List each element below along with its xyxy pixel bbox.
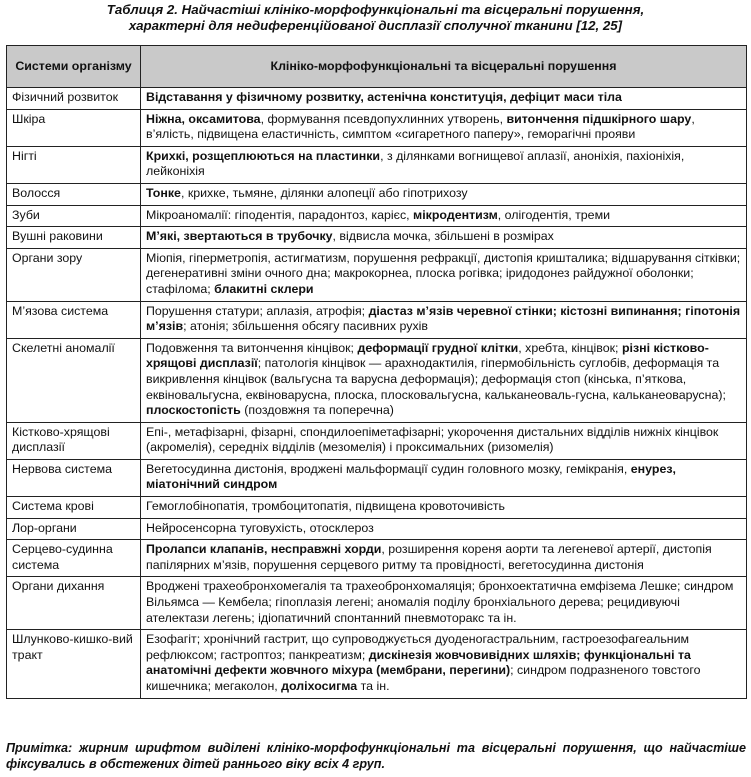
table-row: [7, 422, 747, 459]
table-row: [7, 205, 747, 227]
caption-line-2: характерні для недиференційованої дисплазії сполучної тканини [12, 25]: [128, 18, 623, 33]
text-segment: , розширення кореня аорти та легеневої артерії, дистопія папілярних м’язів, порушення серцевого ритму та провідності, вегетосудинна дистонія: [146, 542, 712, 572]
row-system: М’язова система: [7, 301, 141, 338]
row-system: Лор-органи: [7, 518, 141, 540]
text-segment: Нейросенсорна туговухість, отосклероз: [146, 520, 374, 535]
row-disorders: [141, 183, 747, 205]
header-disorders: Клініко-морфофункціональні та вісцеральні порушення: [141, 46, 747, 88]
text-segment: , відвисла мочка, збільшені в розмірах: [332, 229, 554, 244]
header-systems: Системи організму: [7, 46, 141, 88]
text-segment: ; синдром подразненого товстого кишечника; мегаколон,: [146, 663, 701, 693]
row-system: Скелетні аномалії: [7, 338, 141, 422]
text-segment: Езофагіт; хронічний гастрит, що супроводжується дуоденогастральним, гастроезофагеальним рефлюксом; гастроптоз; панкреатизм;: [146, 632, 690, 662]
text-segment: , з ділянками вогнищевої аплазії, аноніхія, пахіоніхія, лейконіхія: [146, 148, 685, 179]
bold-segment: Пролапси клапанів, несправжні хорди: [146, 542, 382, 557]
text-segment: Гемоглобінопатія, тромбоцитопатія, підвищена кровоточивість: [146, 499, 506, 514]
table-row: [7, 146, 747, 183]
row-disorders: [141, 205, 747, 227]
bold-segment: доліхосигма: [281, 679, 358, 693]
bold-segment: Відставання у фізичному розвитку, астенічна конституція, дефіцит маси тіла: [146, 90, 622, 104]
row-system: Зуби: [7, 205, 141, 227]
table-row: [7, 540, 747, 577]
row-system: Шлунково-кишко-вий тракт: [7, 630, 141, 698]
bold-segment: блакитні склери: [214, 281, 314, 296]
table-row: [7, 577, 747, 630]
row-system: Нервова система: [7, 459, 141, 496]
table-row: [7, 227, 747, 249]
row-system: Органи дихання: [7, 577, 141, 630]
row-system: Фізичний розвиток: [7, 88, 141, 110]
row-disorders: [141, 518, 747, 540]
row-disorders: [141, 109, 747, 146]
text-segment: (поздовжня та поперечна): [240, 403, 394, 418]
text-segment: Мікроаномалії: гіподентія, парадонтоз, карієс,: [146, 207, 414, 222]
bold-segment: деформації грудної клітки: [357, 340, 519, 355]
text-segment: Порушення статури; аплазія, атрофія;: [146, 303, 369, 318]
table-row: [7, 301, 747, 338]
bold-segment: плоскостопість: [146, 403, 241, 418]
row-disorders: [141, 227, 747, 249]
table-caption: [0, 2, 751, 34]
row-system: Волосся: [7, 183, 141, 205]
table-row: [7, 518, 747, 540]
table-row: [7, 630, 747, 698]
text-segment: Подовження та витончення кінцівок;: [146, 340, 358, 355]
row-disorders: [141, 146, 747, 183]
table-header-row: [7, 46, 747, 88]
text-segment: , крихке, тьмяне, ділянки алопеції або гіпотрихозу: [180, 185, 468, 200]
caption-line-1: Таблиця 2. Найчастіші клініко-морфофункціональні та вісцеральні порушення,: [106, 2, 645, 17]
row-disorders: [141, 88, 747, 110]
table-row: [7, 497, 747, 519]
text-segment: , олігодентія, треми: [497, 207, 611, 222]
table-note: Примітка: жирним шрифтом виділені клініко-морфофункціональні та вісцеральні порушення, що найчастіше фіксувались в обстежених дітей раннього віку всіх 4 груп.: [6, 741, 746, 771]
text-segment: Вроджені трахеобронхомегалія та трахеобронхомаляція; бронхоектатична емфізема Лешке; синдром Вільямса — Кембела; гіпоплазія легені; аномалія поділу бронхіального дерева; рецидивуючі ателектази легень; ідіопатичний спонтанний пневмоторакс та ін.: [146, 579, 734, 625]
bold-segment: Ніжна, оксамитова: [146, 111, 261, 126]
row-system: Вушні раковини: [7, 227, 141, 249]
bold-segment: діастаз м’язів черевної стінки; кістозні випинання; гіпотонія м’язів: [146, 303, 741, 334]
row-disorders: [141, 577, 747, 630]
bold-segment: М’які, звертаються в трубочку: [146, 229, 333, 244]
row-disorders: [141, 338, 747, 422]
bold-segment: Тонке: [146, 185, 181, 200]
row-disorders: [141, 422, 747, 459]
bold-segment: мікродентизм: [413, 207, 498, 222]
table-row: [7, 183, 747, 205]
row-disorders: [141, 540, 747, 577]
row-system: Серцево-судинна система: [7, 540, 141, 577]
row-system: Кістково-хрящові дисплазії: [7, 422, 141, 459]
text-segment: Міопія, гіперметропія, астигматизм, порушення рефракції, дистопія кришталика; відшарування сітківки; дегенеративні зміни очного дна; макрокорнеа, плоска рогівка; іридодонез райдужної оболонки; стафілома;: [146, 250, 741, 296]
bold-segment: дискінезія жовчовивідних шляхів; функціональні та анатомічні дефекти жовчного міхура (мембрани, перегини): [146, 647, 691, 678]
row-system: Нігті: [7, 146, 141, 183]
row-disorders: [141, 630, 747, 698]
row-disorders: [141, 301, 747, 338]
row-disorders: [141, 248, 747, 301]
bold-segment: різні кістково-хрящові дисплазії: [146, 340, 709, 371]
text-segment: , формування псевдопухлинних утворень,: [260, 111, 507, 126]
text-segment: ; патологія кінцівок — арахнодактилія, гіпермобільність суглобів, деформація та викривлення кінцівок (вальгусна та варусна деформація); деформація стоп (кінська, п’яткова, еквіновальгусна, еквіноварусна, плоска, плосковальгусна, кальканеоваль-гусна, кальканеоварусна);: [146, 356, 726, 402]
row-system: Шкіра: [7, 109, 141, 146]
disorders-table: [6, 45, 747, 699]
table-row: [7, 248, 747, 301]
text-segment: Вегетосудинна дистонія, вроджені мальформації судин головного мозку, гемікранія,: [146, 461, 631, 476]
text-segment: , в’ялість, підвищена еластичність, симптом «сигаретного паперу», геморагічні прояви: [146, 111, 695, 142]
bold-segment: енурез, міатонічний синдром: [146, 461, 676, 492]
bold-segment: Крихкі, розщеплюються на пластинки: [146, 148, 381, 163]
row-disorders: [141, 497, 747, 519]
bold-segment: витончення підшкірного шару: [506, 111, 692, 126]
table-row: [7, 459, 747, 496]
text-segment: ; атонія; збільшення обсягу пасивних рухів: [183, 319, 429, 334]
row-disorders: [141, 459, 747, 496]
row-system: Органи зору: [7, 248, 141, 301]
row-system: Система крові: [7, 497, 141, 519]
table-row: [7, 109, 747, 146]
text-segment: , хребта, кінцівок;: [518, 340, 622, 355]
table-row: [7, 338, 747, 422]
text-segment: та ін.: [357, 679, 390, 693]
table-row: [7, 88, 747, 110]
text-segment: Епі-, метафізарні, фізарні, спондилоепіметафізарні; укорочення дистальних відділів нижніх кінцівок (акромелія), середніх відділів (мезомелія) і проксимальних (ризомелія): [146, 424, 719, 455]
